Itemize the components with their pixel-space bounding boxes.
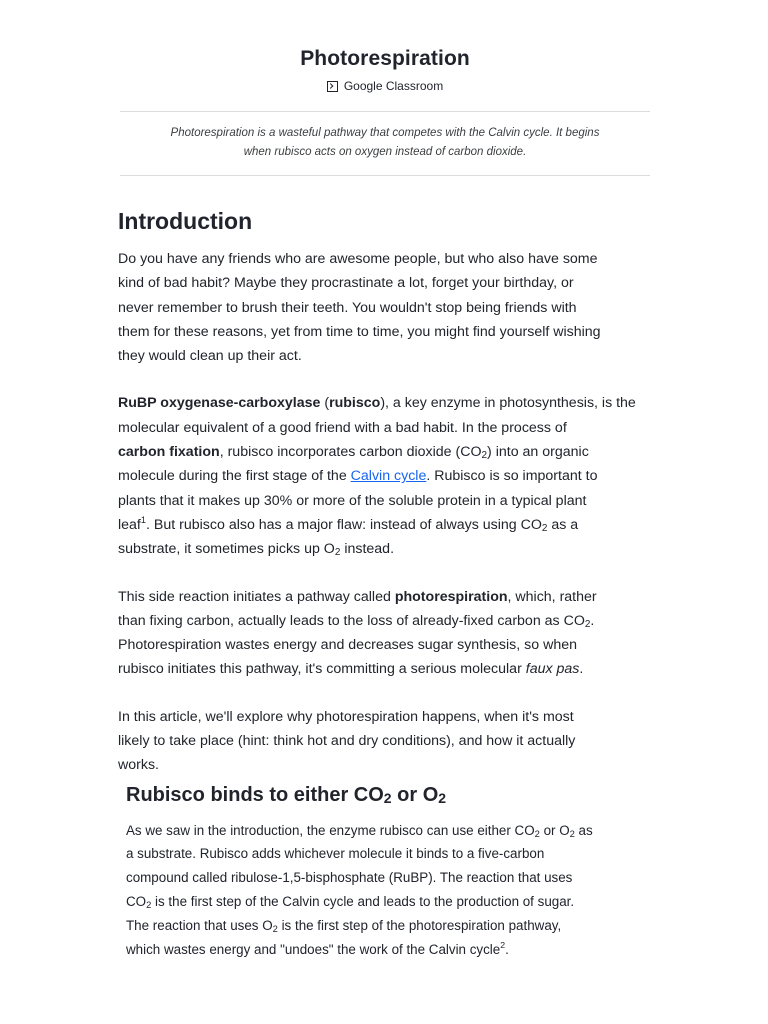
text-line: [118, 609, 654, 633]
text-line: In this article, we'll explore why photorespiration happens, when it's most: [118, 708, 574, 725]
text-fragment: as a: [547, 516, 579, 533]
text-fragment: Rubisco binds to either CO: [126, 783, 384, 806]
article: [116, 40, 654, 961]
text-line: [126, 938, 654, 962]
text-line: [118, 464, 654, 488]
intro-paragraph-4: [118, 705, 654, 778]
article-summary: [120, 111, 650, 176]
text-line: [118, 513, 654, 537]
subscript: 2: [569, 828, 575, 839]
text-line: a substrate. Rubisco adds whichever molecule it binds to a five-carbon: [126, 846, 545, 862]
text-fragment: . Rubisco is so important to: [426, 468, 598, 485]
intro-paragraph-2: [118, 391, 654, 561]
text-fragment: or O: [391, 783, 439, 806]
term-carbon-fixation: carbon fixation: [118, 444, 220, 461]
text-fragment: substrate, it sometimes picks up O: [118, 541, 335, 558]
term-faux-pas: faux pas: [525, 661, 580, 678]
term-rubisco: rubisco: [329, 395, 381, 412]
text-line: [118, 657, 654, 681]
text-line: compound called ribulose-1,5-bisphosphate (RuBP). The reaction that uses: [126, 870, 573, 886]
text-line: [126, 819, 654, 843]
subscript: 2: [541, 522, 548, 534]
text-fragment: which wastes energy and "undoes" the work of the Calvin cycle: [126, 941, 501, 957]
subscript: 2: [383, 789, 392, 806]
text-fragment: , which, rather: [507, 588, 597, 605]
section-heading-introduction: Introduction: [118, 208, 253, 234]
text-line: [118, 440, 654, 464]
text-fragment: than fixing carbon, actually leads to the loss of already-fixed carbon as CO: [118, 612, 585, 629]
intro-paragraph-3: [118, 585, 654, 682]
subscript: 2: [272, 923, 278, 934]
subscript: 2: [438, 789, 447, 806]
text-line: likely to take place (hint: think hot and dry conditions), and how it actually: [118, 733, 576, 750]
text-fragment: CO: [126, 894, 147, 910]
text-fragment: The reaction that uses O: [126, 917, 273, 933]
text-fragment: molecule during the first stage of the: [118, 468, 351, 485]
intro-paragraph-1: [118, 247, 654, 368]
text-fragment: . But rubisco also has a major flaw: instead of always using CO: [146, 516, 542, 533]
google-classroom-label: Google Classroom: [343, 79, 444, 93]
text-fragment: .: [579, 661, 584, 678]
text-fragment: as: [574, 822, 593, 838]
subscript: 2: [584, 618, 591, 630]
footnote-1-link[interactable]: 1: [140, 514, 147, 525]
calvin-cycle-link[interactable]: Calvin cycle: [350, 468, 427, 485]
text-fragment: leaf: [118, 516, 141, 533]
page-title: Photorespiration: [300, 47, 470, 70]
text-line: [118, 537, 654, 561]
section-heading-rubisco-binds: [126, 784, 654, 807]
text-line: never remember to brush their teeth. You wouldn't stop being friends with: [118, 299, 577, 316]
text-line: molecular equivalent of a good friend with a bad habit. In the process of: [118, 419, 567, 436]
text-fragment: rubisco initiates this pathway, it's committing a serious molecular: [118, 661, 526, 678]
text-line: Do you have any friends who are awesome people, but who also have some: [118, 251, 598, 267]
text-fragment: instead.: [340, 541, 395, 558]
text-line: kind of bad habit? Maybe they procrastinate a lot, forget your birthday, or: [118, 275, 574, 292]
footnote-2-link[interactable]: 2: [500, 939, 506, 950]
summary-line: Photorespiration is a wasteful pathway that competes with the Calvin cycle. It begins: [170, 127, 600, 139]
text-fragment: As we saw in the introduction, the enzyme rubisco can use either CO: [126, 822, 535, 838]
subscript: 2: [534, 828, 540, 839]
google-classroom-share[interactable]: [116, 79, 654, 93]
text-line: [126, 914, 654, 938]
subscript: 2: [146, 900, 152, 911]
term-photorespiration: photorespiration: [394, 588, 508, 605]
share-icon: [327, 81, 338, 92]
text-fragment: is the first step of the Calvin cycle and leads to the production of sugar.: [151, 894, 575, 910]
text-fragment: or O: [539, 822, 570, 838]
summary-line: when rubisco acts on oxygen instead of carbon dioxide.: [243, 146, 527, 158]
text-fragment: (: [320, 395, 330, 412]
section-rubisco-binds: [126, 784, 654, 962]
term-rubp-oxygenase-carboxylase: RuBP oxygenase-carboxylase: [118, 395, 321, 412]
text-line: them for these reasons, yet from time to time, you might find yourself wishing: [118, 323, 601, 340]
text-fragment: .: [590, 612, 595, 629]
rubisco-paragraph: [126, 819, 654, 962]
text-line: Photorespiration wastes energy and decreases sugar synthesis, so when: [118, 637, 577, 654]
text-fragment: ) into an organic: [487, 444, 589, 461]
text-line: they would clean up their act.: [118, 348, 302, 365]
text-fragment: ), a key enzyme in photosynthesis, is the: [380, 395, 636, 412]
text-line: [118, 391, 654, 415]
text-line: plants that it makes up 30% or more of the soluble protein in a typical plant: [118, 492, 587, 509]
text-line: works.: [118, 757, 159, 774]
subscript: 2: [334, 547, 341, 559]
text-fragment: , rubisco incorporates carbon dioxide (CO: [219, 444, 482, 461]
text-fragment: This side reaction initiates a pathway called: [118, 588, 395, 605]
text-fragment: .: [505, 941, 509, 957]
text-line: [126, 890, 654, 914]
text-line: [118, 585, 654, 609]
text-fragment: is the first step of the photorespiration pathway,: [277, 917, 562, 933]
subscript: 2: [481, 450, 488, 462]
